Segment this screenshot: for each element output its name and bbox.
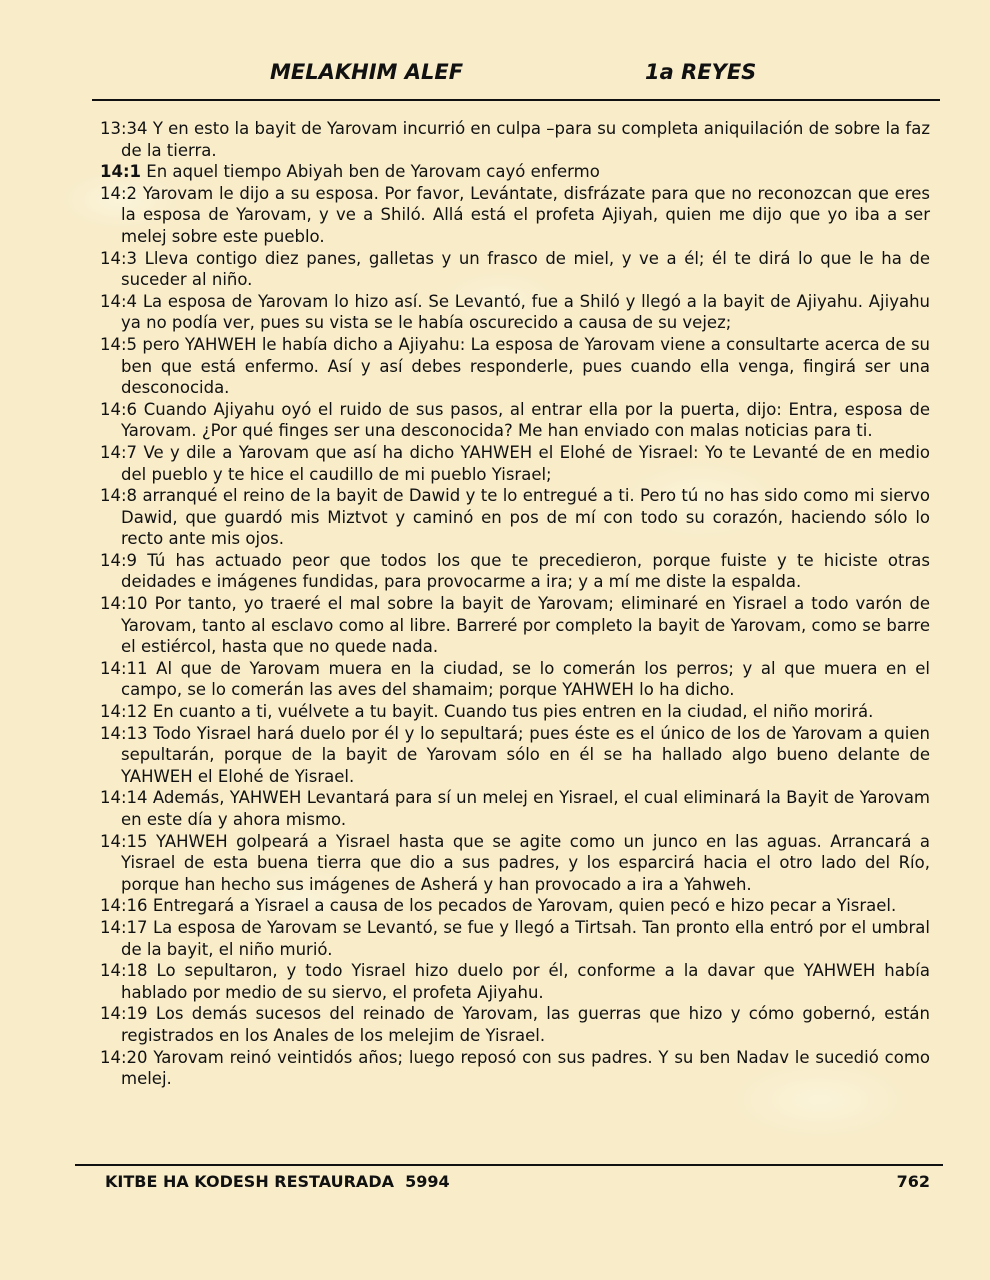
verse-text: Lleva contigo diez panes, galletas y un frasco de miel, y ve a él; él te dirá lo que le ha de suceder al niño. — [121, 248, 930, 290]
verse-ref: 14:4 — [100, 291, 138, 311]
verse-ref: 14:18 — [100, 961, 148, 981]
verse — [100, 334, 930, 399]
verse-ref: 14:16 — [100, 896, 148, 916]
verse — [100, 485, 930, 550]
verse-ref: 14:20 — [100, 1047, 148, 1067]
verse-ref: 14:12 — [100, 702, 148, 722]
verse-text: Todo Yisrael hará duelo por él y lo sepultará; pues éste es el único de los de Yarovam a quien sepultarán, porque de la bayit de Yarovam sólo en él se ha hallado algo bueno delante de YAHWEH el Elohé de Yisrael. — [121, 723, 930, 786]
verse-list — [100, 118, 930, 1090]
book-title-hebrew: MELAKHIM ALEF — [270, 60, 464, 84]
verse-text: La esposa de Yarovam lo hizo así. Se Levantó, fue a Shiló y llegó a la bayit de Ajiyahu. Ajiyahu ya no podía ver, pues su vista se le había oscurecido a causa de su vejez; — [121, 291, 930, 333]
verse-text: Además, YAHWEH Levantará para sí un melej en Yisrael, el cual eliminará la Bayit de Yarovam en este día y ahora mismo. — [121, 788, 930, 829]
verse-ref: 14:6 — [100, 399, 138, 419]
verse-ref: 14:10 — [100, 594, 148, 614]
verse-ref: 14:9 — [100, 550, 138, 570]
verse-ref: 14:19 — [100, 1004, 148, 1024]
verse — [100, 118, 930, 161]
page-header — [0, 56, 990, 92]
verse — [100, 161, 930, 183]
verse — [100, 1047, 930, 1090]
footer-title: KITBE HA KODESH RESTAURADA 5994 — [105, 1172, 450, 1191]
verse-ref: 14:2 — [100, 183, 138, 203]
verse — [100, 960, 930, 1003]
verse — [100, 787, 930, 830]
book-title-spanish: 1a REYES — [645, 60, 757, 84]
verse-text: arranqué el reino de la bayit de Dawid y te lo entregué a ti. Pero tú no has sido como mi siervo Dawid, que guardó mis Miztvot y caminó en pos de mí con todo su corazón, haciendo sólo lo recto ante mis ojos. — [121, 486, 930, 549]
verse-text: Por tanto, yo traeré el mal sobre la bayit de Yarovam; eliminaré en Yisrael a todo varón de Yarovam, tanto al esclavo como al libre. Barreré por completo la bayit de Yarovam, como se barre el estiércol, hasta que no quede nada. — [121, 594, 930, 657]
verse-text: Los demás sucesos del reinado de Yarovam, las guerras que hizo y cómo gobernó, están registrados en los Anales de los melejim de Yisrael. — [121, 1004, 931, 1045]
verse — [100, 183, 930, 248]
verse — [100, 291, 930, 334]
verse-text: YAHWEH golpeará a Yisrael hasta que se agite como un junco en las aguas. Arrancará a Yisrael de esta buena tierra que dio a sus padres, y los esparcirá hacia el otro lado del Río, porque han hecho sus imágenes de Asherá y han provocado a ira a Yahweh. — [121, 831, 930, 894]
verse — [100, 442, 930, 485]
verse — [100, 1003, 930, 1046]
verse-text: Tú has actuado peor que todos los que te precedieron, porque fuiste y te hiciste otras deidades e imágenes fundidas, para provocarme a ira; y a mí me diste la espalda. — [121, 550, 930, 592]
verse-text: Entregará a Yisrael a causa de los pecados de Yarovam, quien pecó e hizo pecar a Yisrael. — [152, 896, 897, 916]
verse — [100, 831, 930, 896]
verse-text: En cuanto a ti, vuélvete a tu bayit. Cuando tus pies entren en la ciudad, el niño morirá. — [152, 702, 874, 722]
verse-ref: 14:1 — [100, 162, 142, 182]
verse — [100, 248, 930, 291]
verse-text: Yarovam le dijo a su esposa. Por favor, Levántate, disfrázate para que no reconozcan que eres la esposa de Yarovam, y ve a Shiló. Allá está el profeta Ajiyah, quien me dijo que yo iba a ser melej sobre este pueblo. — [121, 183, 930, 246]
verse-ref: 14:11 — [100, 658, 148, 678]
verse-text: Lo sepultaron, y todo Yisrael hizo duelo por él, conforme a la davar que YAHWEH había hablado por medio de su siervo, el profeta Ajiyahu. — [121, 961, 930, 1002]
page-number: 762 — [896, 1172, 930, 1191]
verse-text: La esposa de Yarovam se Levantó, se fue y llegó a Tirtsah. Tan pronto ella entró por el umbral de la bayit, el niño murió. — [121, 917, 930, 959]
verse — [100, 399, 930, 442]
verse — [100, 550, 930, 593]
verse-ref: 14:15 — [100, 831, 148, 851]
verse-text: Cuando Ajiyahu oyó el ruido de sus pasos, al entrar ella por la puerta, dijo: Entra, esposa de Yarovam. ¿Por qué finges ser una desconocida? Me han enviado con malas noticias para ti. — [121, 399, 930, 441]
verse-ref: 14:5 — [100, 334, 138, 354]
header-divider — [92, 99, 940, 101]
verse-ref: 14:8 — [100, 486, 138, 506]
verse — [100, 658, 930, 701]
verse-text: Ve y dile a Yarovam que así ha dicho YAHWEH el Elohé de Yisrael: Yo te Levanté de en medio del pueblo y te hice el caudillo de mi pueblo Yisrael; — [121, 442, 930, 484]
verse-text: Y en esto la bayit de Yarovam incurrió en culpa –para su completa aniquilación de sobre la faz de la tierra. — [121, 119, 930, 160]
verse-ref: 14:13 — [100, 723, 148, 743]
verse-ref: 14:17 — [100, 917, 148, 937]
footer-divider — [75, 1164, 943, 1166]
verse — [100, 723, 930, 788]
verse — [100, 593, 930, 658]
verse-ref: 14:3 — [100, 248, 138, 268]
verse-text: pero YAHWEH le había dicho a Ajiyahu: La esposa de Yarovam viene a consultarte acerca de su ben que está enfermo. Así y así debes responderle, pues cuando ella venga, fingirá ser una desconocida. — [121, 334, 930, 398]
verse-text: Al que de Yarovam muera en la ciudad, se lo comerán los perros; y al que muera en el campo, se lo comerán las aves del shamaim; porque YAHWEH lo ha dicho. — [121, 658, 930, 700]
verse-ref: 14:14 — [100, 788, 148, 808]
verse-ref: 14:7 — [100, 442, 138, 462]
verse — [100, 895, 930, 917]
verse-text: Yarovam reinó veintidós años; luego reposó con sus padres. Y su ben Nadav le sucedió como melej. — [121, 1047, 930, 1089]
verse-text: En aquel tiempo Abiyah ben de Yarovam cayó enfermo — [146, 162, 600, 182]
verse-ref: 13:34 — [100, 119, 148, 138]
verse — [100, 701, 930, 723]
verse — [100, 917, 930, 960]
